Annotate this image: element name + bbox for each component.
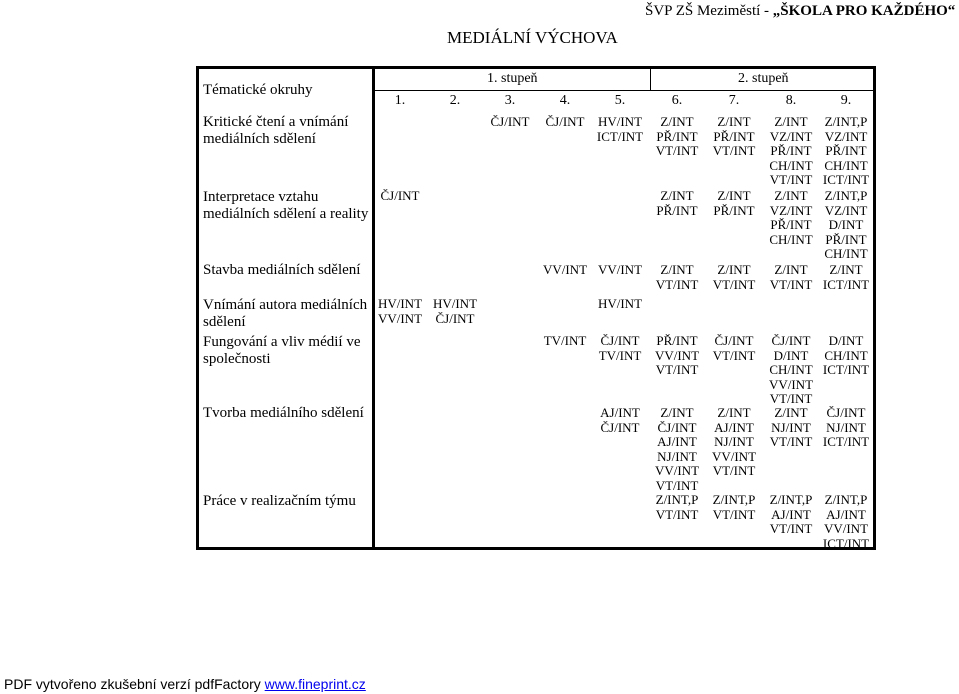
cell-r3-grade-2: HV/INT ČJ/INT [432,296,478,326]
cell-r4-grade-5: ČJ/INT TV/INT [598,333,642,363]
grade-3: 3. [504,93,516,108]
cell-r6-grade-6: Z/INT,P VT/INT [655,492,699,522]
cell-r2-grade-6: Z/INT VT/INT [655,262,699,292]
cell-r5-grade-8: Z/INT NJ/INT VT/INT [769,405,813,449]
footer-link[interactable]: www.fineprint.cz [264,676,366,692]
footer-text: PDF vytvořeno zkušební verzí pdfFactory [4,676,265,692]
topic-3: Vnímání autora mediálních sdělení [203,297,368,330]
stage1-header: 1. stupeň [487,71,538,86]
cell-r6-grade-8: Z/INT,P AJ/INT VT/INT [769,492,813,536]
grade-7: 7. [728,93,740,108]
grade-4: 4. [559,93,571,108]
cell-r0-grade-7: Z/INT PŘ/INT VT/INT [712,114,756,158]
footer [4,676,366,692]
school-prefix: ŠVP ZŠ Meziměstí - [645,3,773,19]
cell-r5-grade-5: AJ/INT ČJ/INT [600,405,640,435]
cell-r0-grade-6: Z/INT PŘ/INT VT/INT [655,114,699,158]
cell-r5-grade-9: ČJ/INT NJ/INT ICT/INT [822,405,870,449]
school-header [645,3,955,20]
cell-r2-grade-7: Z/INT VT/INT [712,262,756,292]
cell-r1-grade-9: Z/INT,P VZ/INT D/INT PŘ/INT CH/INT [824,188,868,261]
stage-divider [375,90,876,91]
cell-r6-grade-7: Z/INT,P VT/INT [712,492,756,522]
grade-2: 2. [449,93,461,108]
cell-r1-grade-6: Z/INT PŘ/INT [656,188,698,218]
topic-2: Stavba mediálních sdělení [203,262,361,278]
cell-r5-grade-6: Z/INT ČJ/INT AJ/INT NJ/INT VV/INT VT/INT [654,405,700,493]
cell-r4-grade-4: TV/INT [543,333,587,348]
grade-5: 5. [614,93,626,108]
cell-r0-grade-3: ČJ/INT [490,114,530,129]
page-title: MEDIÁLNÍ VÝCHOVA [447,28,618,47]
topic-0: Kritické čtení a vnímání mediálních sdělení [203,114,349,147]
stage2-header: 2. stupeň [738,71,789,86]
school-motto: „ŠKOLA PRO KAŽDÉHO“ [772,3,956,19]
cell-r4-grade-7: ČJ/INT VT/INT [712,333,756,363]
grade-1: 1. [394,93,406,108]
topic-6: Práce v realizačním týmu [203,493,356,509]
grade-6: 6. [671,93,683,108]
cell-r5-grade-7: Z/INT AJ/INT NJ/INT VV/INT VT/INT [711,405,757,478]
cell-r4-grade-9: D/INT CH/INT ICT/INT [822,333,870,377]
cell-r6-grade-9: Z/INT,P AJ/INT VV/INT ICT/INT [822,492,870,551]
stage-split-line [650,69,651,90]
cell-r3-grade-5: HV/INT [597,296,643,311]
grade-8: 8. [785,93,797,108]
cell-r0-grade-9: Z/INT,P VZ/INT PŘ/INT CH/INT ICT/INT [822,114,870,187]
cell-r0-grade-8: Z/INT VZ/INT PŘ/INT CH/INT VT/INT [769,114,813,187]
cell-r4-grade-8: ČJ/INT D/INT CH/INT VV/INT VT/INT [768,333,814,406]
cell-r1-grade-7: Z/INT PŘ/INT [713,188,755,218]
topic-1: Interpretace vztahu mediálních sdělení a reality [203,189,369,222]
cell-r2-grade-8: Z/INT VT/INT [769,262,813,292]
grade-9: 9. [840,93,852,108]
topics-header: Tématické okruhy [203,82,313,98]
cell-r2-grade-9: Z/INT ICT/INT [822,262,870,292]
cell-r0-grade-4: ČJ/INT [545,114,585,129]
topic-4: Fungování a vliv médií ve společnosti [203,334,361,367]
cell-r1-grade-8: Z/INT VZ/INT PŘ/INT CH/INT [769,188,813,247]
cell-r4-grade-6: PŘ/INT VV/INT VT/INT [654,333,700,377]
cell-r3-grade-1: HV/INT VV/INT [377,296,423,326]
cell-r2-grade-5: VV/INT [597,262,643,277]
cell-r1-grade-1: ČJ/INT [380,188,420,203]
cell-r0-grade-5: HV/INT ICT/INT [596,114,644,144]
topic-5: Tvorba mediálního sdělení [203,405,364,421]
cell-r2-grade-4: VV/INT [542,262,588,277]
